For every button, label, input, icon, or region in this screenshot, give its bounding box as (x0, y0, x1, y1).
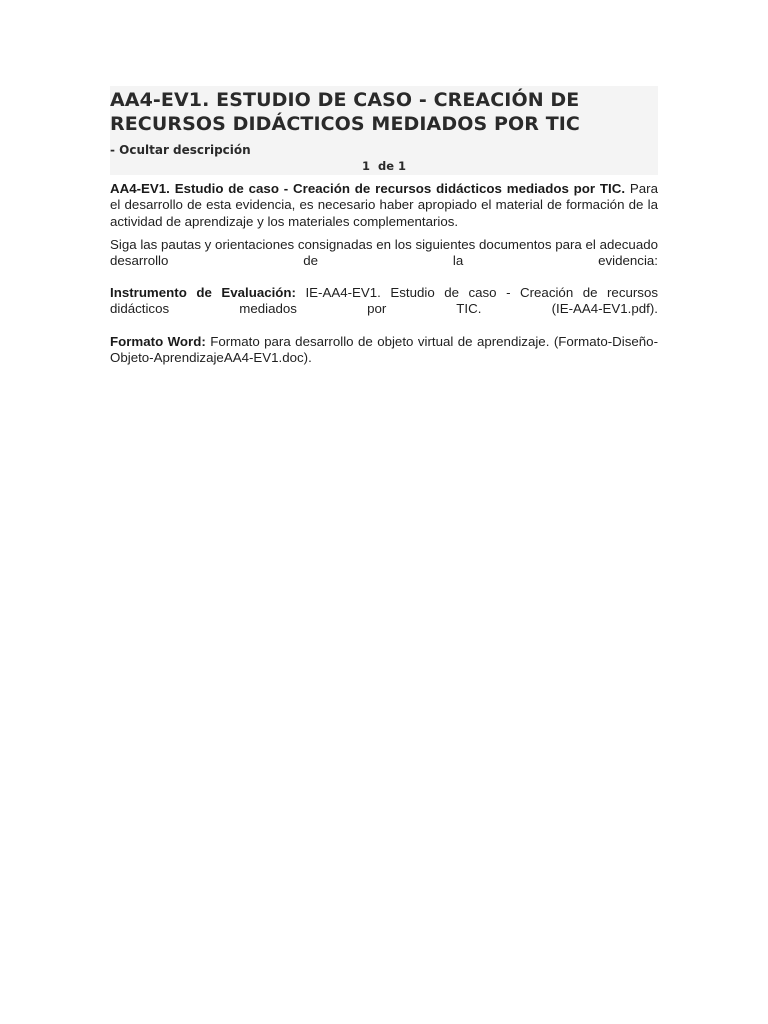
hide-description-toggle[interactable]: - Ocultar descripción (110, 143, 251, 157)
format-paragraph (110, 334, 658, 367)
intro-text: Para el desarrollo de esta evidencia, es necesario haber apropiado el material de formación de la actividad de aprendizaje y los materiales complementarios. (110, 181, 658, 229)
format-label: Formato Word: (110, 334, 206, 349)
instrument-label: Instrumento de Evaluación: (110, 285, 296, 300)
page-counter: 1 de 1 (361, 159, 407, 173)
title-line-1: AA4-EV1. ESTUDIO DE CASO - CREACIÓN DE (110, 89, 580, 111)
title-line-2: RECURSOS DIDÁCTICOS MEDIADOS POR TIC (110, 113, 580, 135)
page-title (110, 88, 658, 136)
instrument-link[interactable]: IE-AA4-EV1. Estudio de caso - Creación de recursos didácticos mediados por TIC. (IE-AA4-EV1.pdf). (110, 285, 658, 317)
guide-paragraph (110, 237, 658, 270)
format-link[interactable]: Formato para desarrollo de objeto virtual de aprendizaje. (Formato-Diseño-Objeto-AprendizajeAA4-EV1.doc). (110, 334, 658, 366)
guide-text: Siga las pautas y orientaciones consignadas en los siguientes documentos para el adecuado desarrollo de la evidencia: (110, 237, 658, 269)
instrument-paragraph (110, 285, 658, 318)
intro-bold-title: AA4-EV1. Estudio de caso - Creación de recursos didácticos mediados por TIC. (110, 181, 626, 196)
intro-paragraph (110, 181, 658, 230)
